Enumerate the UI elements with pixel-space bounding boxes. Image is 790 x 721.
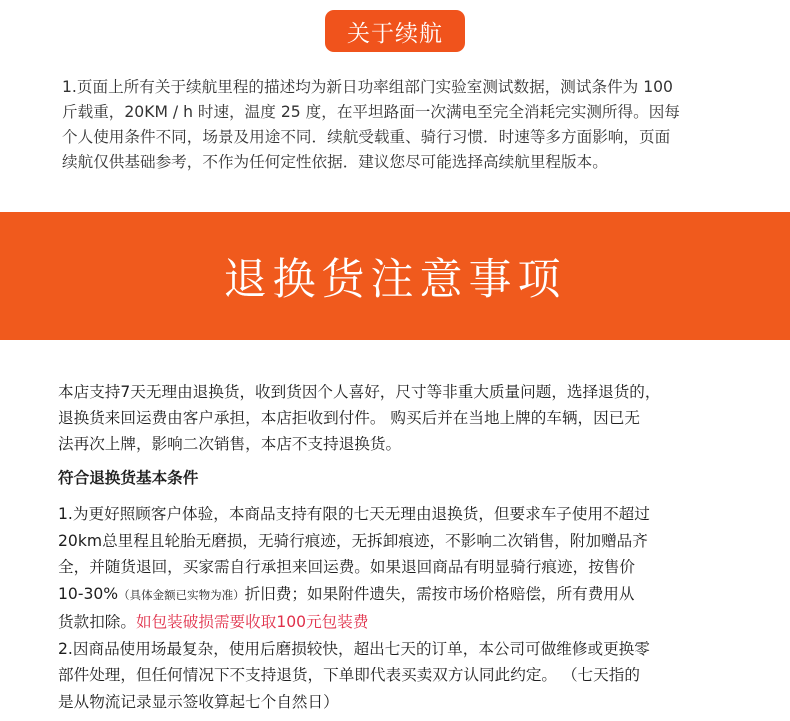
return-policy-banner xyxy=(0,212,790,340)
intro-line: 退换货来回运费由客户承担，本店拒收到付件。 购买后并在当地上牌的车辆，因已无 xyxy=(58,409,640,427)
range-line: 1.页面上所有关于续航里程的描述均为新日功率组部门实验室测试数据，测试条件为 100 xyxy=(62,78,673,96)
range-description xyxy=(62,75,742,175)
range-line: 斤载重，20KM / h 时速，温度 25 度，在平坦路面一次满电至完全消耗完实测所得。因每 xyxy=(62,103,680,121)
condition-line: 全，并随货退回，买家需自行承担来回运费。如果退回商品有明显骑行痕迹，按售价 xyxy=(58,558,635,577)
conditions-body xyxy=(58,501,758,716)
intro-line: 法再次上牌，影响二次销售，本店不支持退换货。 xyxy=(58,435,402,453)
range-line: 续航仅供基础参考，不作为任何定性依据．建议您尽可能选择高续航里程版本。 xyxy=(62,153,608,171)
condition-line: 部件处理，但任何情况下不支持退货，下单即代表买卖双方认同此约定。 （七天指的 xyxy=(58,666,640,685)
condition-line xyxy=(58,609,758,636)
intro-line: 本店支持7天无理由退换货，收到货因个人喜好，尺寸等非重大质量问题，选择退货的， xyxy=(58,383,661,401)
conditions-heading: 符合退换货基本条件 xyxy=(58,469,199,487)
range-section-title: 关于续航 xyxy=(347,20,443,47)
deduction-text: 货款扣除。 xyxy=(58,612,136,631)
depreciation-note: （具体金额已实物为准） xyxy=(118,588,245,603)
return-policy-intro xyxy=(58,379,748,457)
condition-line: 20km总里程且轮胎无磨损，无骑行痕迹，无拆卸痕迹，不影响二次销售，附加赠品齐 xyxy=(58,531,648,550)
banner-title: 退换货注意事项 xyxy=(223,254,567,305)
condition-line xyxy=(58,581,758,609)
packaging-fee-warning: 如包装破损需要收取100元包装费 xyxy=(135,612,369,631)
depreciation-range: 10-30% xyxy=(58,585,119,604)
condition-line: 1.为更好照顾客户体验，本商品支持有限的七天无理由退换货，但要求车子使用不超过 xyxy=(58,505,650,523)
range-line: 个人使用条件不同，场景及用途不同．续航受载重、骑行习惯．时速等多方面影响，页面 xyxy=(62,128,671,146)
depreciation-text: 折旧费；如果附件遗失，需按市场价格赔偿，所有费用从 xyxy=(244,585,635,604)
condition-line: 是从物流记录显示签收算起七个自然日） xyxy=(58,692,339,711)
condition-line: 2.因商品使用场最复杂，使用后磨损较快，超出七天的订单，本公司可做维修或更换零 xyxy=(58,639,650,658)
range-section-badge xyxy=(325,10,465,52)
